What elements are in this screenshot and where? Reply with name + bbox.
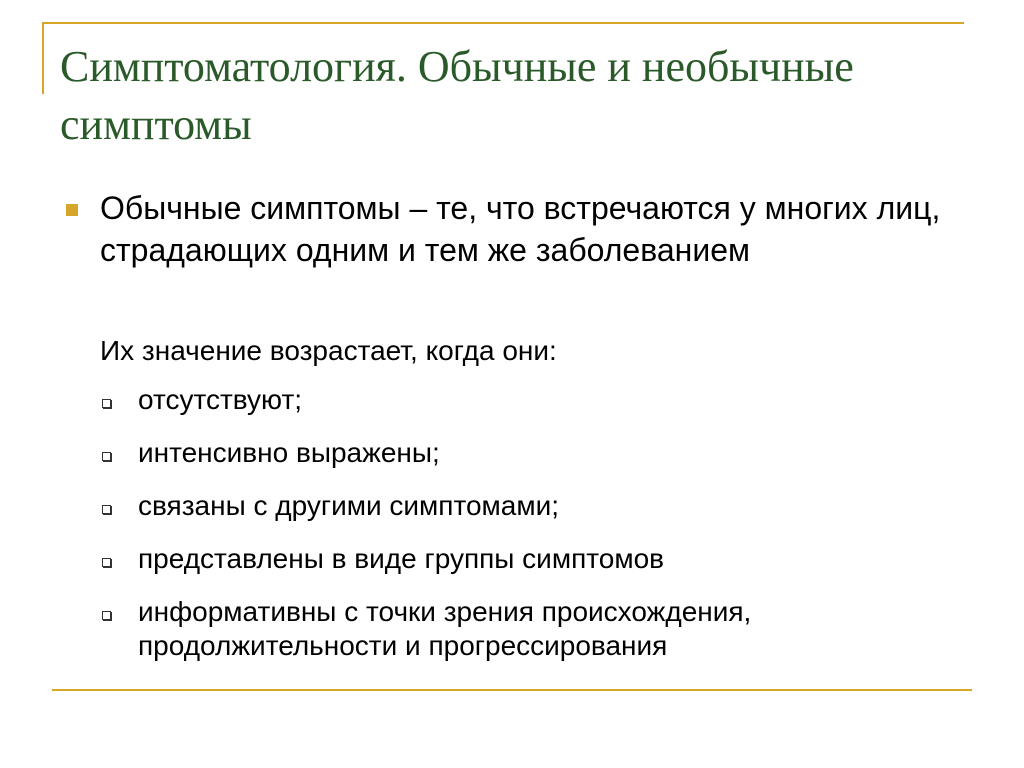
hollow-square-bullet-icon [102,558,111,567]
main-bullet-text: Обычные симптомы – те, что встречаются у многих лиц, страдающих одним и тем же заболеванием [100,190,941,268]
list-item-text: отсутствуют; [138,384,303,415]
list-item [100,595,980,663]
hollow-square-bullet-icon [102,611,111,620]
list-item [100,436,980,470]
frame-left-line [42,22,44,94]
frame-top-line [44,22,964,24]
list-item-text: представлены в виде группы симптомов [138,543,665,574]
intro-line: Их значение возрастает, когда они: [100,335,557,366]
list-item-text: интенсивно выражены; [138,437,440,468]
list-item [100,383,980,417]
square-bullet-icon [66,204,78,216]
list-item-text: информативны с точки зрения происхождения, продолжительности и прогрессирования [138,596,752,661]
frame-bottom-line [52,689,972,691]
sub-bullet-list [100,383,980,682]
list-item [100,542,980,576]
list-item-text: связаны с другими симптомами; [138,490,560,521]
hollow-square-bullet-icon [102,452,111,461]
hollow-square-bullet-icon [102,399,111,408]
list-item [100,489,980,523]
hollow-square-bullet-icon [102,505,111,514]
slide-title: Симптоматология. Обычные и необычные симптомы [60,42,854,149]
